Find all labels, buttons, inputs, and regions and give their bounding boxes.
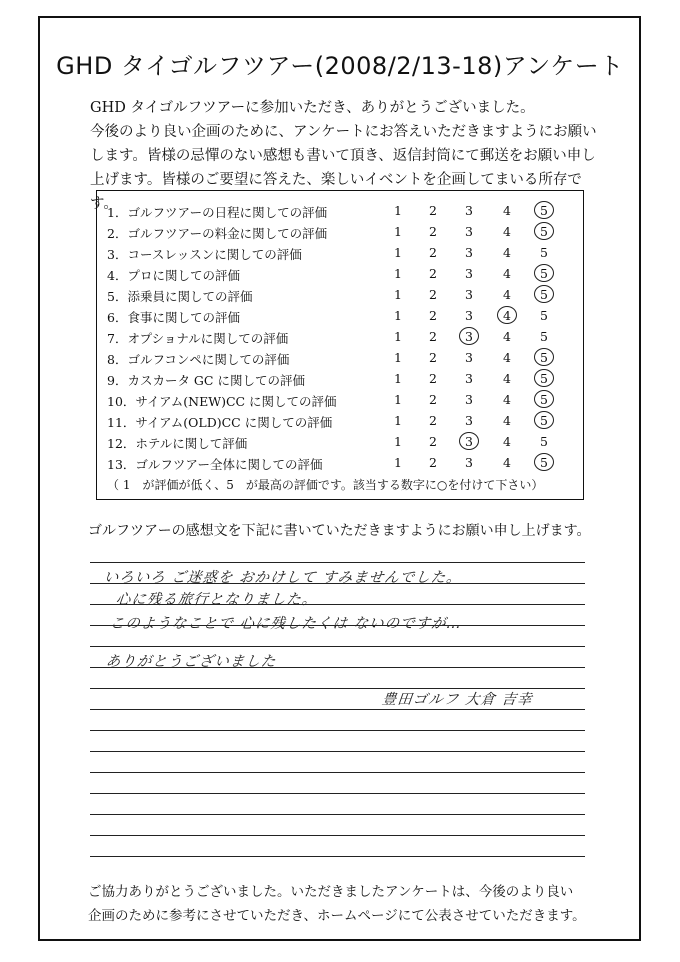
rating-option[interactable]: 3: [465, 413, 473, 428]
rating-label: 4．プロに関しての評価: [107, 268, 240, 283]
closing-line: ご協力ありがとうございました。いただきましたアンケートは、今後のより良い: [88, 884, 574, 900]
selected-circle-mark: [534, 411, 554, 429]
intro-line: GHD タイゴルフツアーに参加いただき、ありがとうございました。: [90, 100, 535, 116]
selected-circle-mark: [534, 453, 554, 471]
rating-row: [97, 434, 583, 455]
selected-circle-mark: [497, 306, 517, 324]
rating-option[interactable]: 4: [503, 371, 511, 386]
comment-rule-line: [90, 835, 585, 836]
handwritten-comment-line: このようなことで 心に残したくは ないのですが…: [109, 616, 463, 632]
rating-option[interactable]: 5: [540, 371, 548, 386]
rating-option[interactable]: 1: [394, 371, 402, 386]
selected-circle-mark: [534, 222, 554, 240]
selected-circle-mark: [534, 369, 554, 387]
selected-circle-mark: [534, 264, 554, 282]
rating-label: 7．オプショナルに関しての評価: [107, 331, 289, 346]
selected-circle-mark: [534, 348, 554, 366]
rating-label: 12．ホテルに関して評価: [107, 436, 248, 451]
rating-option[interactable]: 2: [429, 371, 437, 386]
rating-option[interactable]: 1: [394, 434, 402, 449]
rating-option[interactable]: 2: [429, 455, 437, 470]
rating-option[interactable]: 3: [465, 287, 473, 302]
rating-option[interactable]: 1: [394, 455, 402, 470]
rating-label: 13．ゴルフツアー全体に関しての評価: [107, 457, 323, 472]
rating-option[interactable]: 4: [503, 266, 511, 281]
rating-row: [97, 413, 583, 434]
rating-row: [97, 224, 583, 245]
rating-option[interactable]: 4: [503, 329, 511, 344]
rating-label: 2．ゴルフツアーの料金に関しての評価: [107, 226, 328, 241]
rating-row: [97, 308, 583, 329]
rating-option[interactable]: 2: [429, 224, 437, 239]
rating-option[interactable]: 1: [394, 287, 402, 302]
rating-option[interactable]: 3: [465, 392, 473, 407]
rating-option[interactable]: 3: [465, 350, 473, 365]
rating-option[interactable]: 5: [540, 245, 548, 260]
rating-legend: （ 1 が評価が低く、5 が最高の評価です。該当する数字に○を付けて下さい）: [107, 478, 544, 492]
handwritten-comment-line: ありがとうございました: [105, 654, 278, 670]
rating-label: 8．ゴルフコンペに関しての評価: [107, 352, 290, 367]
rating-label: 6．食事に関しての評価: [107, 310, 240, 325]
rating-option[interactable]: 4: [503, 350, 511, 365]
comment-rule-line: [90, 730, 585, 731]
rating-label: 11．サイアム(OLD)CC に関しての評価: [107, 415, 333, 430]
comment-rule-line: [90, 646, 585, 647]
rating-option[interactable]: 1: [394, 329, 402, 344]
page-title: GHD タイゴルフツアー(2008/2/13-18)アンケート: [56, 52, 624, 80]
comment-rule-line: [90, 856, 585, 857]
rating-option[interactable]: 1: [394, 350, 402, 365]
selected-circle-mark: [534, 285, 554, 303]
rating-option[interactable]: 5: [540, 287, 548, 302]
rating-row: [97, 245, 583, 266]
rating-option[interactable]: 2: [429, 392, 437, 407]
rating-option[interactable]: 1: [394, 413, 402, 428]
rating-row: [97, 350, 583, 371]
handwritten-comment-line: 心に残る旅行となりました。: [115, 592, 319, 608]
rating-label: 9．カスカータ GC に関しての評価: [107, 373, 305, 388]
rating-option[interactable]: 2: [429, 266, 437, 281]
intro-line: します。皆様の忌憚のない感想も書いて頂き、返信封筒にて郵送をお願い申し: [90, 148, 596, 164]
rating-option[interactable]: 5: [540, 392, 548, 407]
rating-option[interactable]: 3: [465, 455, 473, 470]
rating-option[interactable]: 3: [465, 308, 473, 323]
rating-option[interactable]: 3: [465, 224, 473, 239]
rating-option[interactable]: 5: [540, 224, 548, 239]
rating-option[interactable]: 5: [540, 329, 548, 344]
rating-option[interactable]: 5: [540, 350, 548, 365]
rating-row: [97, 392, 583, 413]
rating-option[interactable]: 2: [429, 350, 437, 365]
rating-option[interactable]: 1: [394, 245, 402, 260]
rating-option[interactable]: 3: [465, 371, 473, 386]
comment-prompt: ゴルフツアーの感想文を下記に書いていただきますようにお願い申し上げます。: [88, 523, 591, 539]
rating-label: 10．サイアム(NEW)CC に関しての評価: [107, 394, 337, 409]
rating-option[interactable]: 2: [429, 329, 437, 344]
rating-option[interactable]: 4: [503, 308, 511, 323]
rating-option[interactable]: 5: [540, 308, 548, 323]
rating-row: [97, 287, 583, 308]
rating-option[interactable]: 5: [540, 203, 548, 218]
closing-text: [88, 880, 608, 928]
rating-option[interactable]: 3: [465, 434, 473, 449]
rating-option[interactable]: 2: [429, 434, 437, 449]
comment-rule-line: [90, 562, 585, 563]
intro-line: 今後のより良い企画のために、アンケートにお答えいただきますようにお願い: [90, 124, 597, 140]
selected-circle-mark: [459, 327, 479, 345]
rating-row: [97, 266, 583, 287]
handwritten-comment-line: いろいろ ご迷惑を おかけして すみませんでした。: [103, 570, 463, 586]
rating-option[interactable]: 2: [429, 287, 437, 302]
rating-option[interactable]: 2: [429, 308, 437, 323]
intro-line: 上げます。皆様のご要望に答えた、楽しいイベントを企画してまいる所存です。: [90, 172, 582, 212]
rating-option[interactable]: 4: [503, 455, 511, 470]
rating-row: [97, 455, 583, 476]
rating-option[interactable]: 1: [394, 203, 402, 218]
rating-option[interactable]: 2: [429, 245, 437, 260]
closing-line: 企画のために参考にさせていただき、ホームページにて公表させていただきます。: [88, 908, 586, 924]
rating-option[interactable]: 1: [394, 266, 402, 281]
rating-label: 5．添乗員に関しての評価: [107, 289, 253, 304]
handwritten-signature: 豊田ゴルフ 大倉 吉幸: [381, 692, 534, 708]
rating-option[interactable]: 1: [394, 392, 402, 407]
rating-option[interactable]: 4: [503, 245, 511, 260]
rating-option[interactable]: 2: [429, 413, 437, 428]
rating-row: [97, 203, 583, 224]
rating-option[interactable]: 5: [540, 266, 548, 281]
rating-row: [97, 371, 583, 392]
rating-option[interactable]: 4: [503, 224, 511, 239]
rating-option[interactable]: 3: [465, 203, 473, 218]
rating-table: [96, 190, 584, 500]
rating-label: 3．コースレッスンに関しての評価: [107, 247, 302, 262]
rating-option[interactable]: 5: [540, 434, 548, 449]
rating-option[interactable]: 4: [503, 413, 511, 428]
rating-option[interactable]: 5: [540, 455, 548, 470]
rating-option[interactable]: 4: [503, 287, 511, 302]
rating-option[interactable]: 5: [540, 413, 548, 428]
rating-option[interactable]: 2: [429, 203, 437, 218]
selected-circle-mark: [534, 390, 554, 408]
rating-option[interactable]: 4: [503, 434, 511, 449]
comment-rule-line: [90, 772, 585, 773]
selected-circle-mark: [459, 432, 479, 450]
rating-option[interactable]: 3: [465, 245, 473, 260]
comment-rule-line: [90, 814, 585, 815]
rating-option[interactable]: 3: [465, 266, 473, 281]
rating-label: 1．ゴルフツアーの日程に関しての評価: [107, 205, 328, 220]
selected-circle-mark: [534, 201, 554, 219]
comment-rule-line: [90, 751, 585, 752]
rating-option[interactable]: 3: [465, 329, 473, 344]
rating-row: [97, 329, 583, 350]
rating-option[interactable]: 1: [394, 224, 402, 239]
comment-rule-line: [90, 709, 585, 710]
comment-rule-line: [90, 793, 585, 794]
rating-option[interactable]: 4: [503, 203, 511, 218]
rating-option[interactable]: 4: [503, 392, 511, 407]
rating-option[interactable]: 1: [394, 308, 402, 323]
